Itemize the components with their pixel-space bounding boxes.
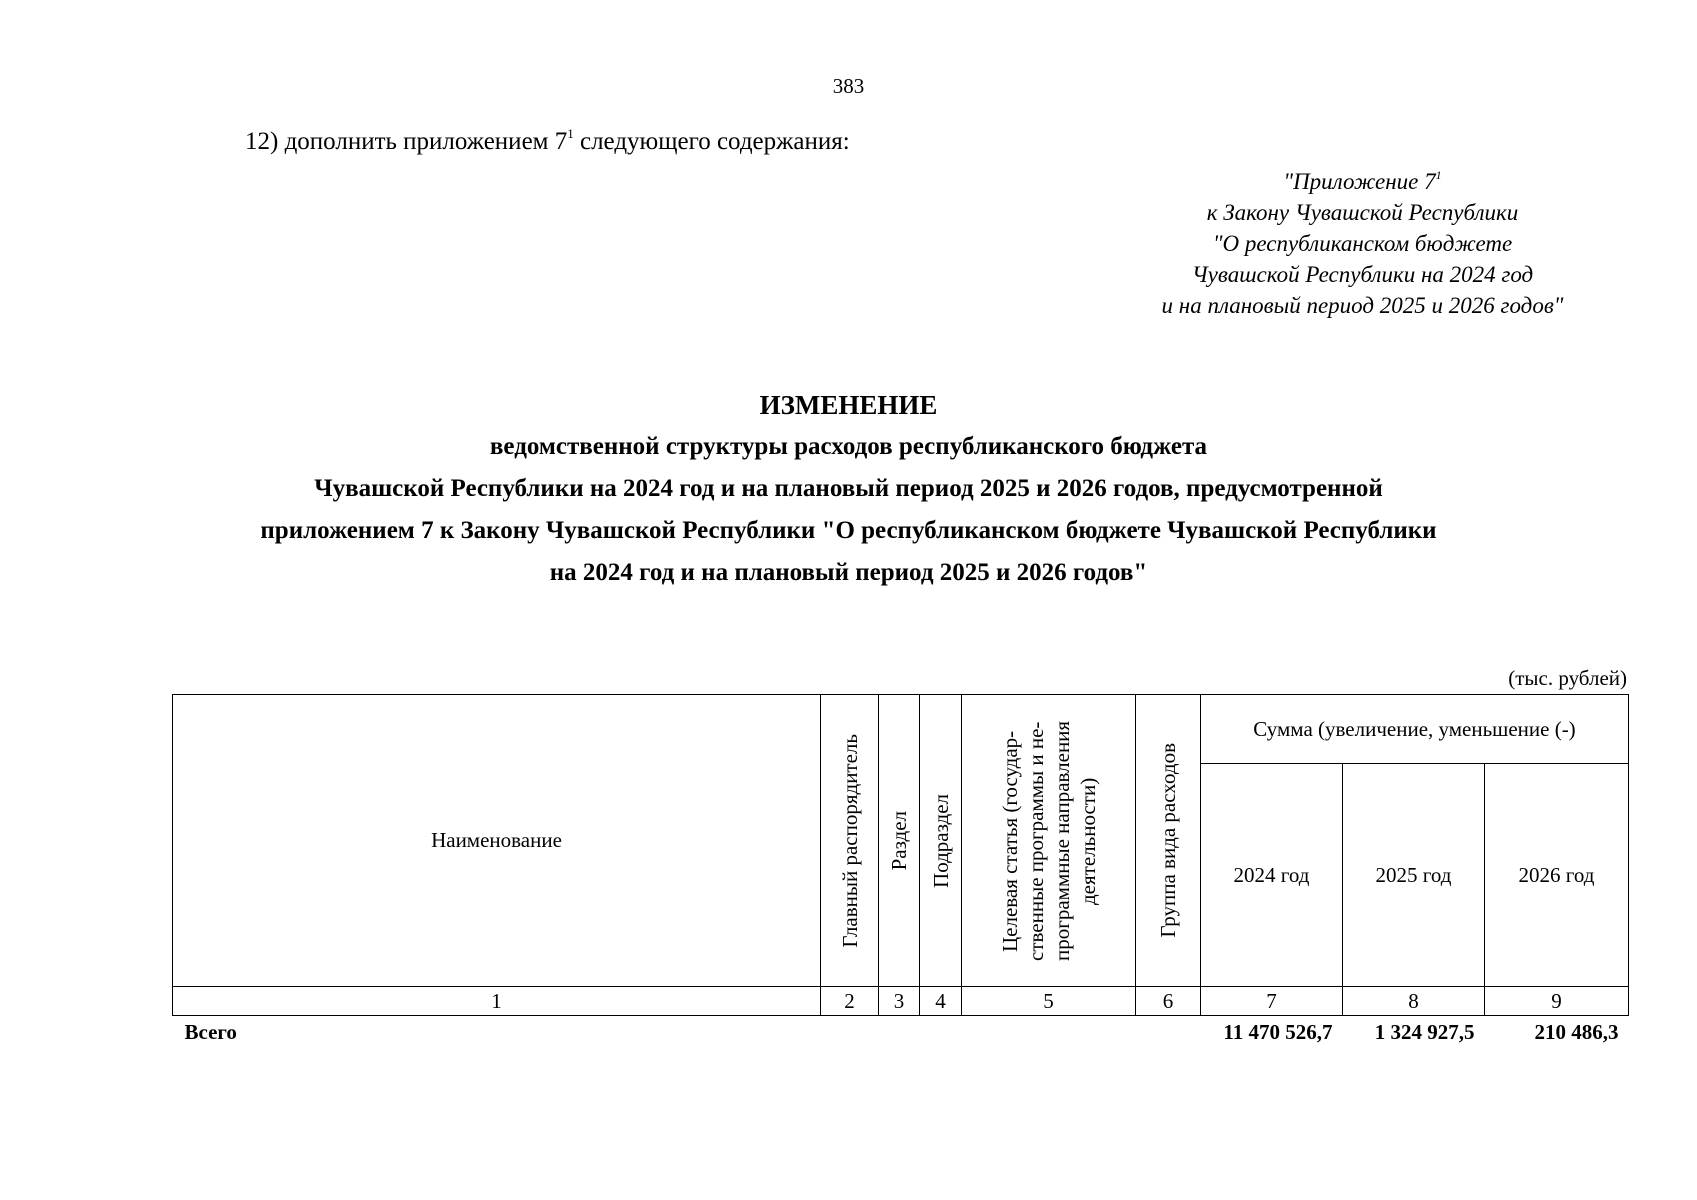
column-number: 4	[920, 987, 962, 1016]
empty-cell	[821, 1016, 879, 1049]
header-year-2026: 2026 год	[1485, 764, 1629, 987]
header-target-article-text: Целевая статья (государ-ственные программы и не-программные направления деятельности)	[997, 720, 1100, 961]
heading-line-2: ведомственной структуры расходов республиканского бюджета	[489, 433, 1208, 460]
heading-line-5: на 2024 год и на плановый период 2025 и 2026 годов"	[549, 559, 1148, 586]
total-label: Всего	[184, 1019, 237, 1044]
intro-suffix: следующего содержания:	[573, 128, 850, 155]
intro-superscript: 1	[567, 126, 574, 141]
heading-line-4: приложением 7 к Закону Чувашской Республики "О республиканском бюджете Чувашской Республики	[260, 517, 1437, 544]
header-section	[879, 695, 920, 987]
intro-text	[245, 128, 850, 156]
header-chief-manager	[821, 695, 879, 987]
column-number: 6	[1136, 987, 1201, 1016]
total-2026: 210 486,3	[1534, 1019, 1619, 1044]
header-chief-manager-text: Главный распорядитель	[837, 733, 862, 948]
header-year-2024: 2024 год	[1201, 764, 1343, 987]
header-expense-type-group-text: Группа вида расходов	[1156, 743, 1180, 938]
annex-reference	[1100, 166, 1625, 321]
annex-line-3: "О республиканском бюджете	[1212, 231, 1513, 256]
column-number: 7	[1201, 987, 1343, 1016]
empty-cell	[1136, 1016, 1201, 1049]
column-number: 2	[821, 987, 879, 1016]
header-name: Наименование	[173, 695, 821, 987]
page-number: 383	[832, 74, 865, 98]
header-sum-group: Сумма (увеличение, уменьшение (-)	[1201, 695, 1629, 764]
document-heading	[0, 384, 1697, 594]
header-subsection	[920, 695, 962, 987]
annex-line-2: к Закону Чувашской Республики	[1206, 200, 1519, 225]
empty-cell	[879, 1016, 920, 1049]
empty-cell	[962, 1016, 1136, 1049]
header-target-article	[962, 695, 1136, 987]
table-header-row	[173, 695, 1629, 764]
header-section-text: Раздел	[887, 810, 911, 871]
heading-title: ИЗМЕНЕНИЕ	[759, 390, 938, 420]
total-2025: 1 324 927,5	[1374, 1019, 1475, 1044]
annex-line-1	[1100, 166, 1625, 197]
header-year-2025: 2025 год	[1343, 764, 1485, 987]
annex-title: "Приложение 7	[1283, 169, 1436, 194]
units-label: (тыс. рублей)	[1508, 666, 1627, 690]
annex-line-4: Чувашской Республики на 2024 год	[1191, 262, 1534, 287]
column-number: 3	[879, 987, 920, 1016]
column-number: 5	[962, 987, 1136, 1016]
column-number: 1	[173, 987, 821, 1016]
empty-cell	[920, 1016, 962, 1049]
total-2024: 11 470 526,7	[1223, 1019, 1333, 1044]
total-row	[173, 1016, 1629, 1049]
header-subsection-text: Подраздел	[928, 793, 953, 888]
intro-prefix: 12) дополнить приложением 7	[245, 128, 568, 155]
heading-line-3: Чувашской Республики на 2024 год и на плановый период 2025 и 2026 годов, предусмотренной	[314, 475, 1383, 502]
column-number: 8	[1343, 987, 1485, 1016]
annex-line-5: и на плановый период 2025 и 2026 годов"	[1161, 293, 1564, 318]
header-expense-type-group	[1136, 695, 1201, 987]
budget-table	[172, 694, 1629, 1048]
column-numbers-row	[173, 987, 1629, 1016]
annex-superscript: 1	[1435, 168, 1442, 182]
column-number: 9	[1485, 987, 1629, 1016]
